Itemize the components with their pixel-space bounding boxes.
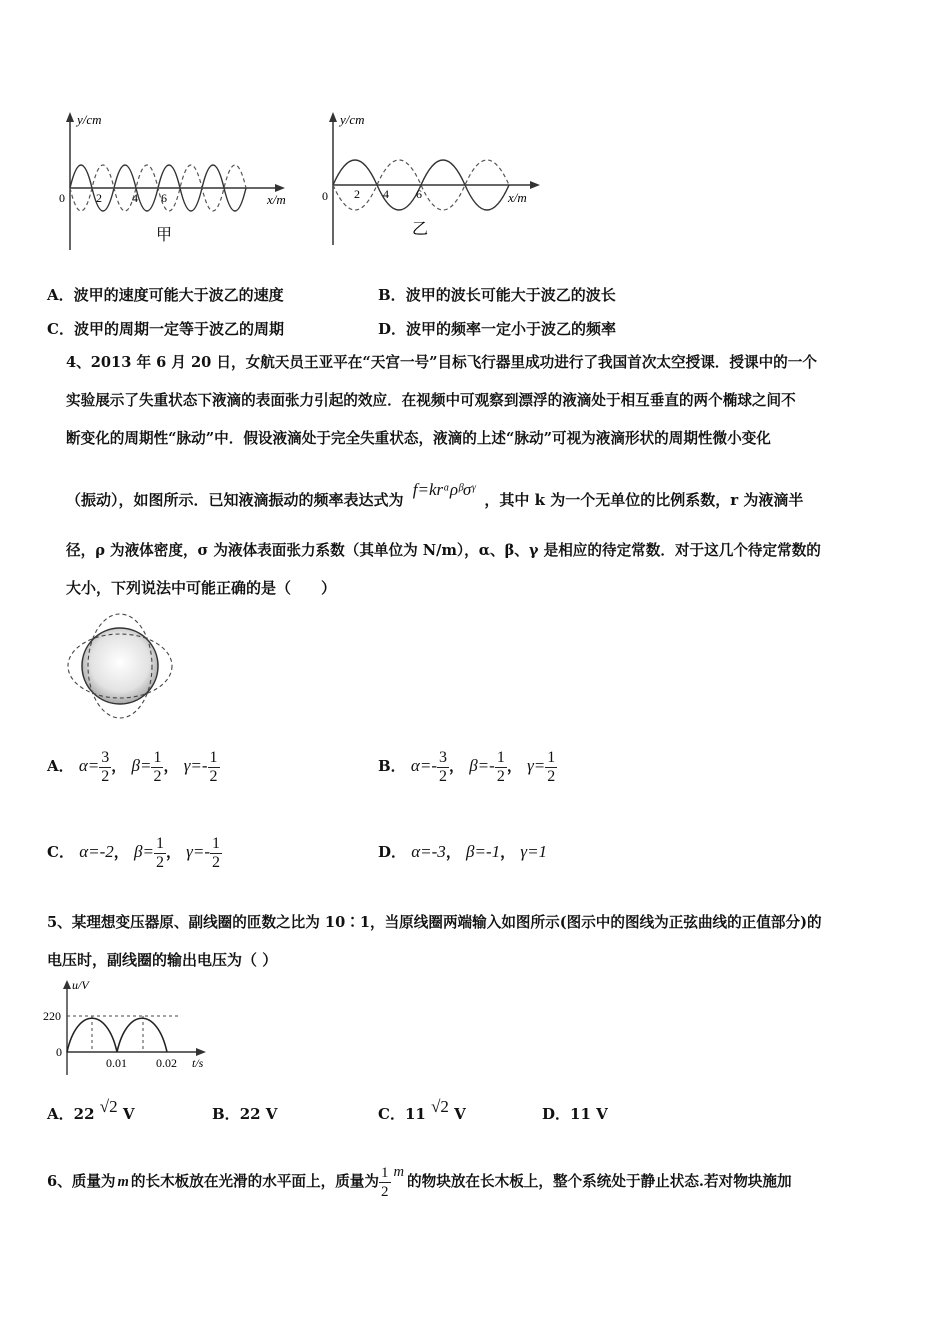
option-key: D． bbox=[542, 1105, 571, 1123]
fraction-numerator: 1 bbox=[212, 834, 221, 852]
beta-fraction bbox=[495, 749, 507, 786]
fraction-numerator: 3 bbox=[101, 748, 110, 766]
q6-line-1a: 6、质量为 bbox=[47, 1173, 116, 1190]
tick-label-jia-6: 6 bbox=[161, 191, 167, 205]
fraction-denominator: 2 bbox=[381, 1183, 389, 1200]
option-key: C． bbox=[378, 1105, 405, 1123]
beta-fraction bbox=[151, 749, 163, 786]
q4-option-c: C． α=-2， β= $\frac{1}{2}$ ， γ=- $\frac{1}{2}$ bbox=[47, 834, 221, 871]
caption-jia: 甲 bbox=[156, 225, 173, 244]
voltage-y-tick: 220 bbox=[43, 1009, 61, 1023]
q4-line-2: 实验展示了失重状态下液滴的表面张力引起的效应．在视频中可观察到漂浮的液滴处于相互垂直的两个椭球之间不 bbox=[66, 392, 796, 409]
voltage-x-tick-2: 0.02 bbox=[156, 1056, 177, 1070]
voltage-graph bbox=[40, 978, 220, 1078]
option-text: 波甲的波长可能大于波乙的波长 bbox=[405, 286, 616, 304]
option-unit: V bbox=[454, 1105, 466, 1123]
sqrt-two: √2 bbox=[99, 1097, 118, 1116]
droplet-circle bbox=[82, 628, 158, 704]
gamma-label: γ=1 bbox=[520, 842, 548, 861]
tick-label-jia-2: 2 bbox=[96, 191, 102, 205]
option-key: A． bbox=[47, 757, 74, 775]
voltage-y-label: u/V bbox=[72, 978, 89, 992]
fraction-denominator: 2 bbox=[438, 767, 447, 785]
half-fraction bbox=[379, 1164, 391, 1201]
voltage-x-label: t/s bbox=[192, 1056, 204, 1070]
q5-line-2: 电压时，副线圈的输出电压为（ ） bbox=[47, 951, 278, 969]
gamma-label: γ=- bbox=[186, 842, 211, 861]
gamma-label: γ=- bbox=[183, 756, 208, 775]
option-value: 22 V bbox=[239, 1105, 278, 1123]
beta-fraction bbox=[154, 835, 166, 872]
frequency-formula: f=krᵅρᵝσᵞ bbox=[412, 480, 476, 499]
q4-line-5: 径，ρ 为液体密度，σ 为液体表面张力系数（其单位为 N/m），α、β、γ 是相应的待定常数．对于这几个待定常数的 bbox=[66, 542, 821, 559]
mass-m: m bbox=[393, 1164, 405, 1180]
fraction-denominator: 2 bbox=[155, 853, 164, 871]
q4-option-b: B． α=- $\frac{3}{2}$ ， β=- $\frac{1}{2}$ ， γ= $\frac{1}{2}$ bbox=[378, 748, 556, 785]
q3-option-d bbox=[378, 319, 616, 339]
tick-label-jia-4: 4 bbox=[132, 191, 138, 205]
fraction-denominator: 2 bbox=[547, 767, 556, 785]
fraction-numerator: 1 bbox=[153, 748, 162, 766]
q5-option-b bbox=[212, 1104, 277, 1124]
y-axis-label-jia: y/cm bbox=[77, 112, 102, 127]
tick-label-yi-6: 6 bbox=[416, 187, 422, 201]
q4-line-4a: （振动），如图所示．已知液滴振动的频率表达式为 bbox=[66, 491, 404, 509]
fraction-numerator: 1 bbox=[209, 748, 218, 766]
fraction-denominator: 2 bbox=[212, 853, 221, 871]
fraction-denominator: 2 bbox=[209, 767, 218, 785]
q3-option-a bbox=[47, 285, 284, 305]
q4-line-6: 大小，下列说法中可能正确的是（ ） bbox=[66, 579, 337, 597]
wave-figure-jia bbox=[55, 110, 305, 255]
q6-line-1 bbox=[47, 1160, 792, 1208]
q6-line-1c: 的物块放在长木板上，整个系统处于静止状态.若对物块施加 bbox=[407, 1173, 792, 1190]
q4-line-1: 4、2013 年 6 月 20 日，女航天员王亚平在“天宫一号”目标飞行器里成功进行了我国首次太空授课．授课中的一个 bbox=[66, 354, 817, 371]
fraction-numerator: 1 bbox=[547, 748, 556, 766]
option-key: C． bbox=[47, 843, 74, 861]
voltage-x-tick-1: 0.01 bbox=[106, 1056, 127, 1070]
q6-line-1b: 的长木板放在光滑的水平面上，质量为 bbox=[130, 1173, 379, 1190]
caption-yi: 乙 bbox=[412, 219, 429, 238]
gamma-fraction bbox=[210, 835, 222, 872]
option-unit: V bbox=[122, 1105, 135, 1123]
q3-option-b bbox=[378, 285, 616, 305]
q5-line-1: 5、某理想变压器原、副线圈的匝数之比为 10∶1，当原线圈两端输入如图所示(图示中的图线为正弦曲线的正值部分)的 bbox=[47, 914, 822, 931]
beta-label: β=- bbox=[469, 756, 495, 775]
alpha-fraction bbox=[437, 749, 449, 786]
option-key: A． bbox=[47, 1105, 74, 1123]
option-text: 波甲的速度可能大于波乙的速度 bbox=[73, 286, 284, 304]
y-axis-label-yi: y/cm bbox=[340, 112, 365, 127]
mass-m: m bbox=[117, 1174, 129, 1190]
tick-label-yi-4: 4 bbox=[383, 187, 389, 201]
option-text: 波甲的频率一定小于波乙的频率 bbox=[406, 320, 617, 338]
tick-label-yi-2: 2 bbox=[354, 187, 360, 201]
option-text: 波甲的周期一定等于波乙的周期 bbox=[73, 320, 284, 338]
alpha-fraction bbox=[99, 749, 111, 786]
beta-label: β= bbox=[133, 842, 154, 861]
wave-figure-yi bbox=[318, 110, 558, 250]
droplet-figure bbox=[62, 610, 180, 722]
fraction-numerator: 3 bbox=[438, 748, 447, 766]
q4-line-4 bbox=[66, 480, 804, 510]
fraction-numerator: 1 bbox=[496, 748, 505, 766]
fraction-numerator: 1 bbox=[155, 834, 164, 852]
option-value: 11 bbox=[404, 1105, 426, 1123]
gamma-fraction bbox=[208, 749, 220, 786]
option-key: D． bbox=[378, 843, 407, 861]
fraction-numerator: 1 bbox=[381, 1164, 389, 1181]
beta-label: β=-1 bbox=[466, 842, 501, 861]
voltage-origin: 0 bbox=[56, 1045, 62, 1059]
gamma-fraction bbox=[545, 749, 557, 786]
fraction-denominator: 2 bbox=[153, 767, 162, 785]
q4-line-3: 断变化的周期性“脉动”中．假设液滴处于完全失重状态，液滴的上述“脉动”可视为液滴形状的周期性微小变化 bbox=[66, 430, 771, 447]
option-key: B． bbox=[378, 286, 406, 304]
fraction-denominator: 2 bbox=[101, 767, 110, 785]
beta-label: β= bbox=[131, 756, 152, 775]
q5-option-c bbox=[378, 1097, 466, 1124]
option-key: D． bbox=[378, 320, 407, 338]
option-value: 22 bbox=[73, 1105, 95, 1123]
q4-line-4b: ，其中 k 为一个无单位的比例系数，r 为液滴半 bbox=[484, 491, 804, 509]
q4-option-d: D． α=-3， β=-1， γ=1 bbox=[378, 842, 548, 861]
x-axis-label-yi: x/m bbox=[508, 190, 527, 205]
q3-option-c bbox=[47, 319, 284, 339]
q4-option-a: A． α= $\frac{3}{2}$ ， β= $\frac{1}{2}$ ， γ=- $\frac{1}{2}$ bbox=[47, 748, 218, 785]
alpha-label: α=-3 bbox=[411, 842, 446, 861]
alpha-label: α=- bbox=[410, 756, 437, 775]
alpha-label: α= bbox=[78, 756, 100, 775]
q5-option-a bbox=[47, 1097, 135, 1124]
alpha-label: α=-2 bbox=[79, 842, 114, 861]
sqrt-two: √2 bbox=[431, 1097, 449, 1116]
q5-option-d bbox=[542, 1104, 608, 1124]
option-key: A． bbox=[47, 286, 74, 304]
fraction-denominator: 2 bbox=[496, 767, 505, 785]
origin-label-yi: 0 bbox=[322, 189, 328, 203]
x-axis-label-jia: x/m bbox=[267, 192, 286, 207]
rectified-sine-curve bbox=[67, 1018, 167, 1052]
origin-label-jia: 0 bbox=[59, 191, 65, 205]
option-key: B． bbox=[212, 1105, 240, 1123]
option-key: C． bbox=[47, 320, 74, 338]
gamma-label: γ= bbox=[527, 756, 546, 775]
option-key: B． bbox=[378, 757, 406, 775]
option-value: 11 V bbox=[570, 1105, 608, 1123]
